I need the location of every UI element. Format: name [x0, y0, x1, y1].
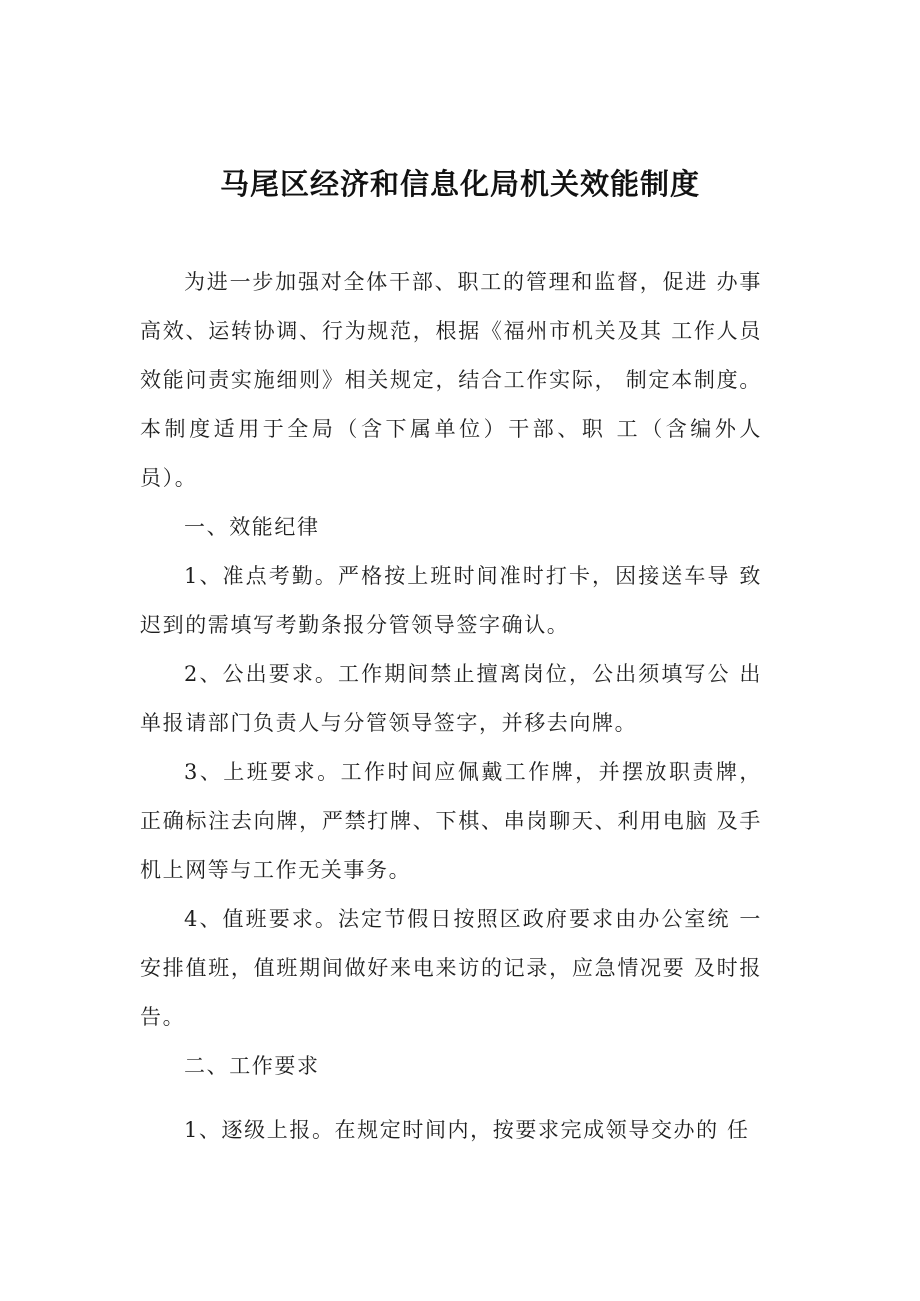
section1-item-2: 2、公出要求。工作期间禁止擅离岗位，公出须填写公 出单报请部门负责人与分管领导签字，并移去向牌。 — [140, 662, 762, 735]
document-title: 马尾区经济和信息化局机关效能制度 — [219, 167, 700, 201]
intro-paragraph: 为进一步加强对全体干部、职工的管理和监督，促进 办事高效、运转协调、行为规范，根据《福州市机关及其 工作人员效能问责实施细则》相关规定，结合工作实际， 制定本制度。本制度适用于全局（含下属单位）干部、职 工（含编外人员）。 — [140, 270, 762, 490]
section1-item-3: 3、上班要求。工作时间应佩戴工作牌，并摆放职责牌，正确标注去向牌，严禁打牌、下棋、串岗聊天、利用电脑 及手机上网等与工作无关事务。 — [140, 760, 762, 882]
section-heading-efficiency-discipline: 一、效能纪律 — [184, 515, 320, 539]
document-body — [140, 258, 762, 1155]
section1-item-1: 1、准点考勤。严格按上班时间准时打卡，因接送车导 致迟到的需填写考勤条报分管领导签字确认。 — [140, 564, 762, 637]
section-heading-work-requirements: 二、工作要求 — [184, 1054, 320, 1078]
section2-item-1: 1、逐级上报。在规定时间内，按要求完成领导交办的 任 — [184, 1118, 750, 1142]
section1-item-4: 4、值班要求。法定节假日按照区政府要求由办公室统 一安排值班，值班期间做好来电来访的记录，应急情况要 及时报告。 — [140, 907, 762, 1029]
